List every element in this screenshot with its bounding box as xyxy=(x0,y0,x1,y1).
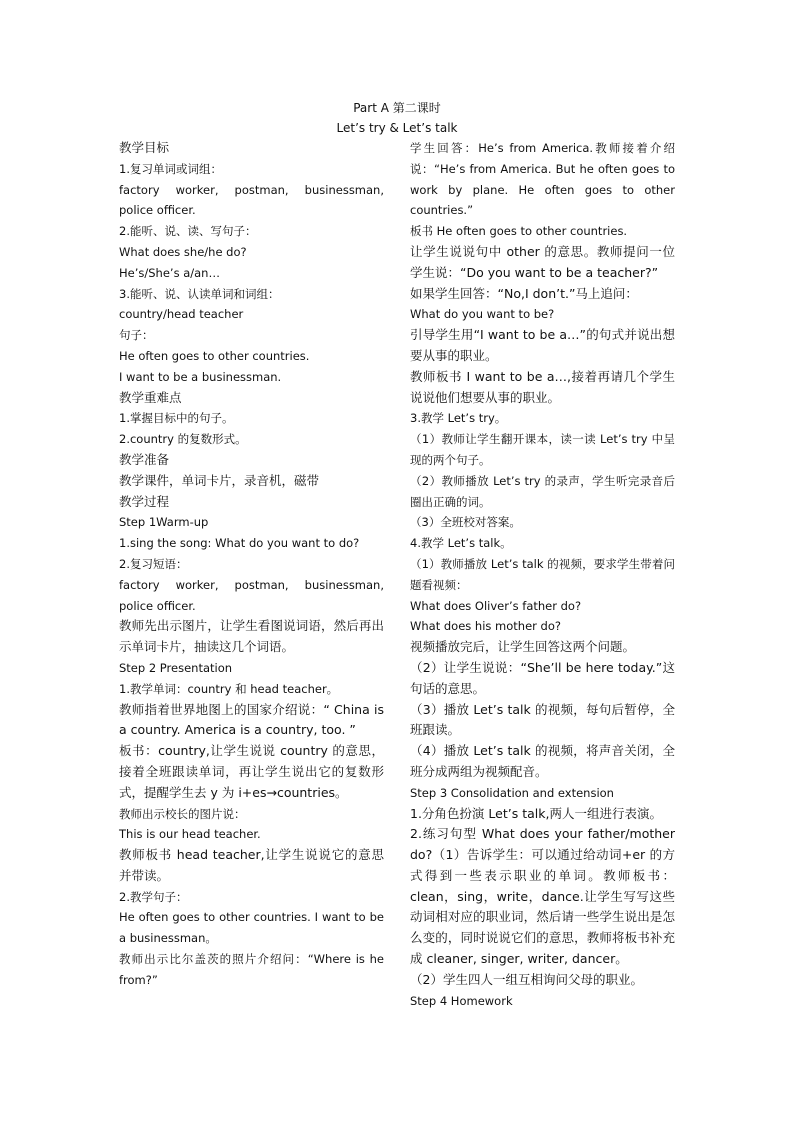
paragraph: What does his mother do? xyxy=(410,619,561,634)
section-heading-preparation: 教学准备 xyxy=(119,451,170,467)
paragraph: 2.复习短语： xyxy=(119,556,188,571)
paragraph: What does she/he do? xyxy=(119,244,247,259)
step-heading: Step 1Warm-up xyxy=(119,515,209,530)
paragraph: factory worker, postman, businessman, police officer. xyxy=(119,182,384,218)
paragraph: （2）学生四人一组互相询问父母的职业。 xyxy=(410,971,643,987)
paragraph: 教师出示比尔盖茨的照片介绍问：“Where is he from?” xyxy=(119,952,384,987)
paragraph: 教师板书 head teacher,让学生说说它的意思并带读。 xyxy=(119,847,384,883)
paragraph: 教师指着世界地图上的国家介绍说：“ China is a country. America is a country, too. ” xyxy=(119,701,384,738)
paragraph: （3）全班校对答案。 xyxy=(410,515,521,530)
paragraph: 教师先出示图片，让学生看图说词语，然后再出示单词卡片，抽读这几个词语。 xyxy=(119,618,384,655)
paragraph: 2.练习句型 What does your father/mother do?（1）告诉学生：可以通过给动词+er 的方式得到一些表示职业的单词。教师板书：clean，sing，write，dance.让学生写写这些动词相对应的职业词，然后请一些学生说出是怎么变的，同时说说它们的意思，教师将板书补充成 cleaner, singer, writer, dancer。 xyxy=(410,826,675,967)
paragraph: 视频播放完后，让学生回答这两个问题。 xyxy=(410,639,636,655)
paragraph: This is our head teacher. xyxy=(119,827,261,842)
paragraph: 句子： xyxy=(119,328,154,343)
paragraph: 4.教学 Let’s talk。 xyxy=(410,536,512,551)
paragraph: 板书 He often goes to other countries. xyxy=(410,224,628,239)
paragraph: 3.能听、说、认读单词和词组： xyxy=(119,286,280,301)
paragraph: 让学生说说句中 other 的意思。教师提问一位学生说：“Do you want to be a teacher?” xyxy=(410,243,675,280)
paragraph: （2）让学生说说：“She’ll be here today.”这句话的意思。 xyxy=(410,659,675,696)
paragraph: （1）教师播放 Let’s talk 的视频，要求学生带着问题看视频： xyxy=(410,556,675,592)
paragraph: 2.country 的复数形式。 xyxy=(119,432,247,447)
paragraph: 如果学生回答：“No,I don’t.”马上追问： xyxy=(410,285,638,301)
step-heading: Step 2 Presentation xyxy=(119,660,233,675)
paragraph: 引导学生用“I want to be a…”的句式并说出想要从事的职业。 xyxy=(410,327,675,363)
right-column xyxy=(410,138,675,1011)
paragraph: （2）教师播放 Let’s try 的录声，学生听完录音后圈出正确的词。 xyxy=(410,473,675,509)
paragraph: 2.能听、说、读、写句子： xyxy=(119,224,257,239)
paragraph: 3.教学 Let’s try。 xyxy=(410,411,507,426)
paragraph: He often goes to other countries. I want to be a businessman。 xyxy=(119,910,384,946)
title-block xyxy=(0,98,794,138)
step-heading: Step 4 Homework xyxy=(410,993,513,1008)
paragraph: （1）教师让学生翻开课本，读一读 Let’s try 中呈现的两个句子。 xyxy=(410,432,675,467)
paragraph: 1.教学单词：country 和 head teacher。 xyxy=(119,681,339,696)
paragraph: 1.复习单词或词组： xyxy=(119,161,222,176)
paragraph: 1.掌握目标中的句子。 xyxy=(119,411,234,426)
paragraph: 2.教学句子： xyxy=(119,889,188,904)
section-heading-key-points: 教学重难点 xyxy=(119,389,182,405)
paragraph: 学生回答：He’s from America.教师接着介绍说：“He’s from America. But he often goes to work by plane. He often goes to other countries.” xyxy=(410,141,675,218)
step-heading: Step 3 Consolidation and extension xyxy=(410,785,614,800)
paragraph: He often goes to other countries. xyxy=(119,348,310,363)
paragraph: 教师出示校长的图片说： xyxy=(119,806,246,821)
paragraph: 教师板书 I want to be a…,接着再请几个学生说说他们想要从事的职业。 xyxy=(410,368,675,405)
paragraph: country/head teacher xyxy=(119,307,244,322)
section-heading-objectives: 教学目标 xyxy=(119,140,170,155)
paragraph: I want to be a businessman. xyxy=(119,369,282,384)
paragraph: factory worker, postman, businessman, police officer. xyxy=(119,577,384,613)
paragraph: 教学课件，单词卡片，录音机，磁带 xyxy=(119,472,320,488)
paragraph: 1.sing the song: What do you want to do? xyxy=(119,536,360,551)
paragraph: （3）播放 Let’s talk 的视频，每句后暂停，全班跟读。 xyxy=(410,701,675,738)
paragraph: 板书：country,让学生说说 country 的意思，接着全班跟读单词，再让学生说出它的复数形式，提醒学生去 y 为 i+es→countries。 xyxy=(119,743,384,800)
paragraph: （4）播放 Let’s talk 的视频，将声音关闭，全班分成两组为视频配音。 xyxy=(410,743,675,779)
document-title: Part A 第二课时 xyxy=(353,101,441,115)
document-subtitle: Let’s try & Let’s talk xyxy=(336,121,458,135)
paragraph: What do you want to be? xyxy=(410,307,555,322)
paragraph: What does Oliver’s father do? xyxy=(410,598,582,613)
paragraph: He’s/She’s a/an… xyxy=(119,265,220,280)
left-column xyxy=(119,138,384,991)
paragraph: 1.分角色扮演 Let’s talk,两人一组进行表演。 xyxy=(410,805,662,821)
section-heading-process: 教学过程 xyxy=(119,493,170,509)
